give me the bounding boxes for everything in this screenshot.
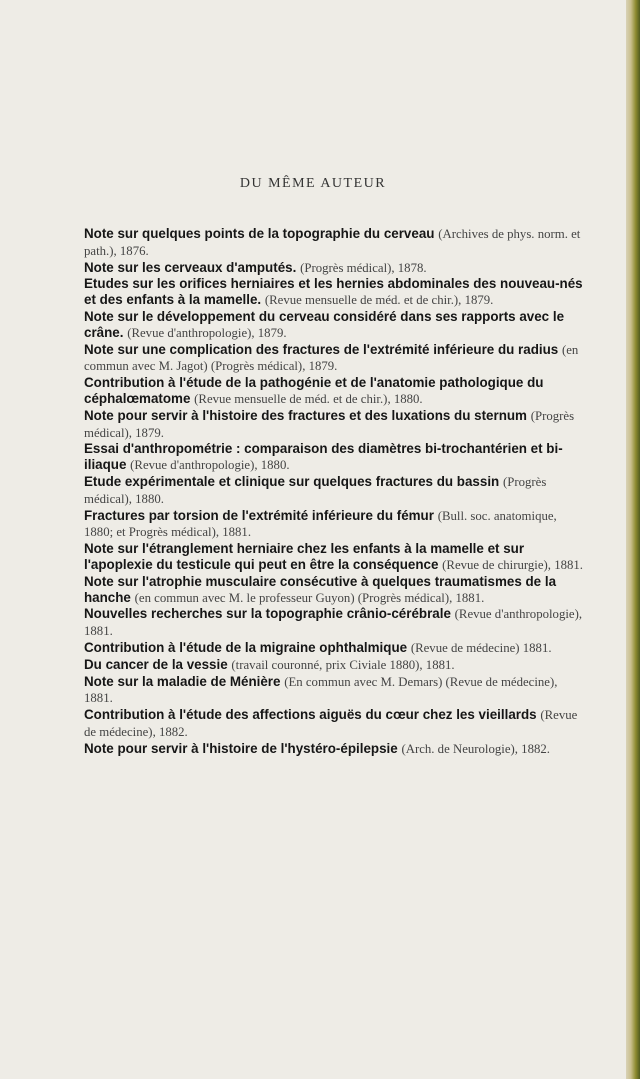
publication-entry [84,657,588,674]
entry-title: Contribution à l'étude des affections aiguës du cœur chez les vieillards [84,707,537,723]
entry-source: (Bull. soc. anatomique, 1880; et Progrès médical), 1881. [84,508,557,540]
entry-source: (Archives de phys. norm. et path.), 1876. [84,227,581,258]
publication-entry [84,508,588,542]
entry-title: Note pour servir à l'histoire des fractures et des luxations du sternum [84,407,527,423]
publication-entry [84,541,588,574]
entry-source: (Revue d'anthropologie), 1879. [127,325,287,340]
entry-source: (Arch. de Neurologie), 1882. [401,741,550,756]
entry-source: (Progrès médical), 1880. [84,474,547,506]
entry-title: Note sur une complication des fractures de l'extrémité inférieure du radius [84,341,559,357]
entry-source: (En commun avec M. Demars) (Revue de médecine), 1881. [84,674,558,706]
page-heading: DU MÊME AUTEUR [239,176,387,191]
publication-entry [84,606,588,640]
publication-list [84,226,588,758]
entry-title: Note sur l'atrophie musculaire consécutive à quelques traumatismes de la hanche [84,573,557,605]
entry-title: Etudes sur les orifices herniaires et les hernies abdominales des nouveau-nés et des enfants à la mamelle. [84,276,583,308]
entry-source: (en commun avec M. le professeur Guyon) (Progrès médical), 1881. [134,590,485,605]
entry-title: Nouvelles recherches sur la topographie crânio-cérébrale [84,606,451,622]
entry-title: Note sur quelques points de la topographie du cerveau [84,226,435,241]
publication-entry [84,707,588,741]
publication-entry [84,674,588,708]
publication-entry [84,276,588,309]
page-edge [626,0,640,1079]
entry-source: (Revue de chirurgie), 1881. [442,557,583,572]
publication-entry [84,441,588,474]
entry-source: (en commun avec M. Jagot) (Progrès médical), 1879. [84,342,579,374]
entry-source: (travail couronné, prix Civiale 1880), 1881. [231,657,455,672]
publication-entry [84,375,588,408]
entry-source: (Revue d'anthropologie), 1880. [130,458,290,473]
entry-title: Note sur la maladie de Ménière [84,673,281,689]
entry-title: Note sur le développement du cerveau considéré dans ses rapports avec le crâne. [84,308,565,340]
publication-entry [84,408,588,442]
entry-source: (Revue de médecine) 1881. [410,640,552,655]
entry-source: (Progrès médical), 1878. [300,260,427,275]
publication-entry [84,226,588,260]
entry-source: (Revue mensuelle de méd. et de chir.), 1879. [264,293,494,308]
entry-title: Du cancer de la vessie [84,656,228,672]
publication-entry [84,309,588,342]
entry-source: (Revue d'anthropologie), 1881. [84,607,583,639]
entry-title: Essai d'anthropométrie : comparaison des diamètres bi-trochantérien et bi-iliaque [84,441,563,473]
entry-title: Etude expérimentale et clinique sur quelques fractures du bassin [84,473,500,489]
entry-title: Note pour servir à l'histoire de l'hystéro-épilepsie [84,740,398,756]
entry-title: Fractures par torsion de l'extrémité inférieure du fémur [84,507,434,523]
publication-entry [84,741,588,758]
entry-title: Contribution à l'étude de la pathogénie et de l'anatomie pathologique du céphalœmatome [84,375,544,406]
entry-title: Note sur les cerveaux d'amputés. [84,259,297,275]
publication-entry [84,474,588,508]
publication-entry [84,640,588,657]
entry-title: Note sur l'étranglement herniaire chez les enfants à la mamelle et sur l'apoplexie du testicule qui peut en être la conséquence [84,541,525,572]
entry-title: Contribution à l'étude de la migraine ophthalmique [84,639,408,655]
entry-source: (Revue de médecine), 1882. [84,708,578,739]
entry-source: (Revue mensuelle de méd. et de chir.), 1880. [194,391,423,406]
entry-source: (Progrès médical), 1879. [84,408,575,440]
publication-entry [84,342,588,376]
publication-entry [84,260,588,277]
publication-entry [84,574,588,607]
